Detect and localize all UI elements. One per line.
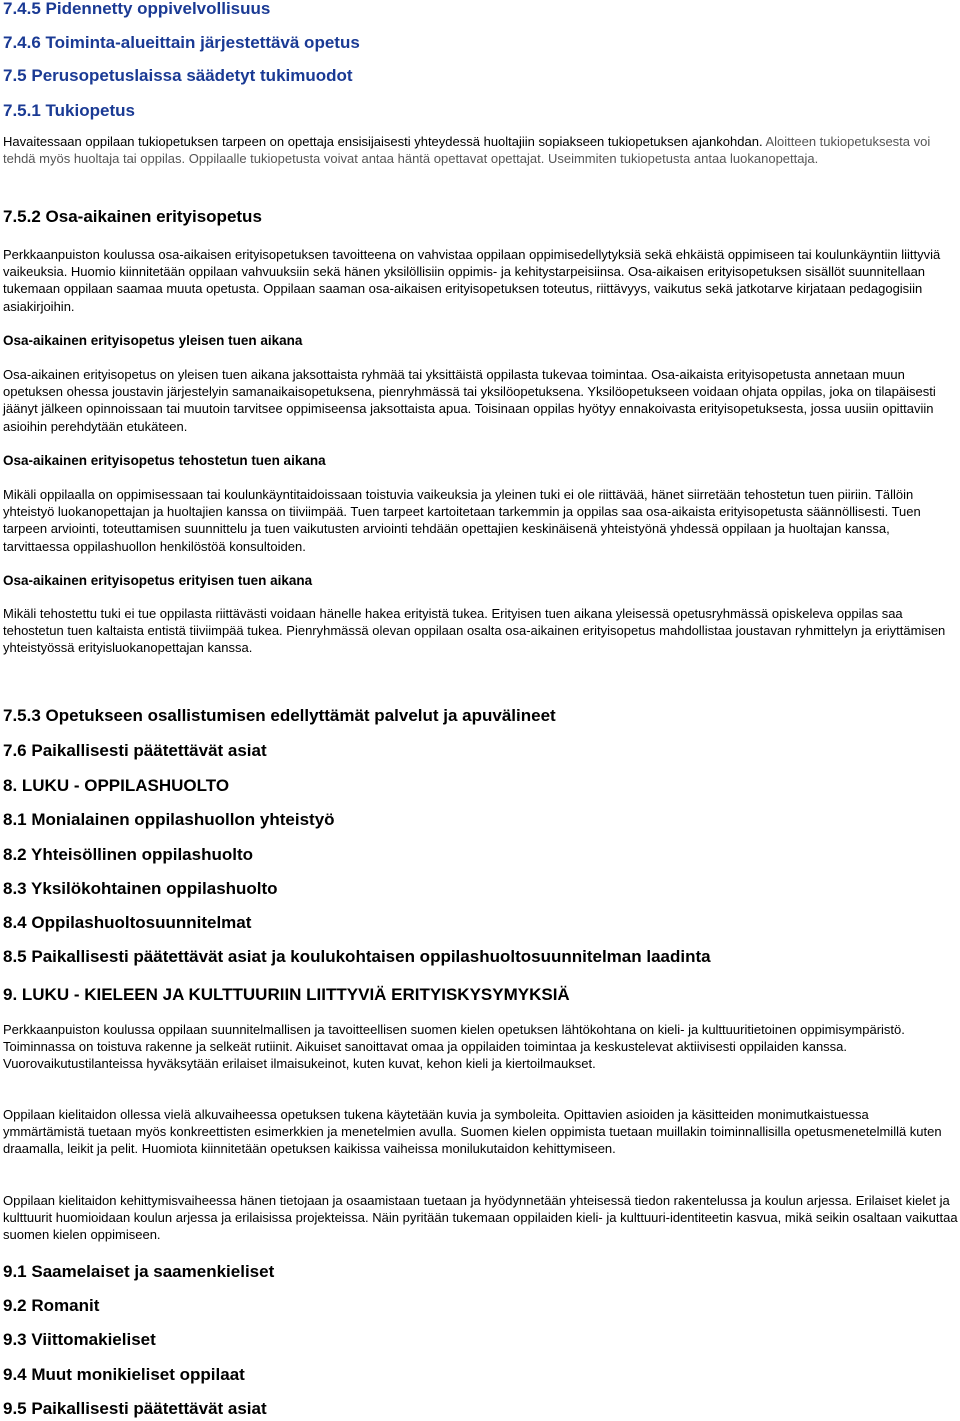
subheading-tehostettu-tuki: Osa-aikainen erityisopetus tehostetun tuen aikana bbox=[3, 453, 326, 468]
heading-7-5-1: 7.5.1 Tukiopetus bbox=[3, 101, 135, 120]
heading-7-6: 7.6 Paikallisesti päätettävät asiat bbox=[3, 741, 267, 760]
paragraph-tukiopetus-sentence-2: Aloitteen tukiopetuksesta voi tehdä myös huoltaja tai oppilas. bbox=[3, 134, 931, 167]
heading-9-3: 9.3 Viittomakieliset bbox=[3, 1330, 156, 1349]
paragraph-tukiopetus bbox=[3, 133, 953, 167]
heading-9-5: 9.5 Paikallisesti päätettävät asiat bbox=[3, 1399, 267, 1418]
heading-9-2: 9.2 Romanit bbox=[3, 1296, 100, 1315]
subheading-erityinen-tuki: Osa-aikainen erityisopetus erityisen tuen aikana bbox=[3, 573, 313, 588]
heading-8-2: 8.2 Yhteisöllinen oppilashuolto bbox=[3, 845, 253, 864]
heading-8-3: 8.3 Yksilökohtainen oppilashuolto bbox=[3, 879, 278, 898]
heading-8: 8. LUKU - OPPILASHUOLTO bbox=[3, 776, 230, 795]
heading-7-5-2: 7.5.2 Osa-aikainen erityisopetus bbox=[3, 207, 262, 226]
heading-8-4: 8.4 Oppilashuoltosuunnitelmat bbox=[3, 913, 252, 932]
paragraph-yleinen-tuki: Osa-aikainen erityisopetus on yleisen tuen aikana jaksottaista ryhmää tai yksittäistä oppilasta tukevaa toimintaa. Osa-aikaista erityisopetusta annetaan muun opetuksen ohessa joustavin järjestelyin samanaikaisopetuksena, pienryhmässä tai yksilöopetuksena. Yksilöopetukseen voidaan ohjata oppilas, joka on tilapäisesti jäänyt jälkeen opinnoissaan tai muutoin tarvitsee oppimiseensa jaksottaista apua. Toisinaan oppilas hyötyy ennakoivasta erityisopetuksesta, jossa uusiin opittaviin asioihin perehdytään etukäteen. bbox=[3, 367, 936, 434]
paragraph-kieli-2: Oppilaan kielitaidon ollessa vielä alkuvaiheessa opetuksen tukena käytetään kuvia ja symboleita. Opittavien asioiden ja käsitteiden monimutkaistuessa ymmärtämistä tuetaan myös konkreettisten esimerkkien ja menetelmien avulla. Suomen kielen oppimista tuetaan muillakin toiminnallisilla opetusmenetelmillä kuten draamalla, leikit ja pelit. Huomiota kiinnitetään opetuksen kaikissa vaiheissa monilukutaidon kehittymiseen. bbox=[3, 1107, 942, 1157]
paragraph-kieli-1: Perkkaanpuiston koulussa oppilaan suunnitelmallisen ja tavoitteellisen suomen kielen opetuksen lähtökohtana on kieli- ja kulttuuritietoinen oppimisympäristö. Toiminnassa on toistuva rakenne ja selkeät rutiinit. Aikuiset sanoittavat omaa ja oppilaiden toimintaa ja keskustelevat aktiivisesti oppilaiden kanssa. Vuorovaikutustilanteissa hyväksytään erilaiset ilmaisukeinot, kuten kuvat, kehon kieli ja kiertoilmaukset. bbox=[3, 1022, 905, 1072]
heading-8-5: 8.5 Paikallisesti päätettävät asiat ja koulukohtaisen oppilashuoltosuunnitelman laadinta bbox=[3, 947, 711, 966]
heading-7-5: 7.5 Perusopetuslaissa säädetyt tukimuodot bbox=[3, 66, 353, 85]
paragraph-tukiopetus-sentence-1: Havaitessaan oppilaan tukiopetuksen tarpeen on opettaja ensisijaisesti yhteydessä huoltajiin sopiakseen tukiopetuksen ajankohdan. bbox=[3, 134, 763, 149]
paragraph-tehostettu-tuki: Mikäli oppilaalla on oppimisessaan tai koulunkäyntitaidoissaan toistuvia vaikeuksia ja yleinen tuki ei ole riittävää, hänet siirretään tehostetun tuen piiriin. Tällöin yhteistyö luokanopettajan ja huoltajien kanssa on tiiviimpää. Tuen tarpeet kartoitetaan tarkemmin ja oppilas saa osa-aikaista erityisopetusta säännöllisesti. Tuen tarpeen arviointi, toteuttamisen suunnittelu ja tuen vaikutusten arviointi tehdään opettajien keskinäisenä yhteistyönä yhdessä oppilaan ja huoltajan kanssa, tarvittaessa oppilashuollon henkilöstöä konsultoiden. bbox=[3, 487, 921, 554]
paragraph-tukiopetus-sentence-3: Oppilaalle tukiopetusta voivat antaa häntä opettavat opettajat. Useimmiten tukiopetusta antaa luokanopettaja. bbox=[188, 151, 819, 167]
heading-7-5-3: 7.5.3 Opetukseen osallistumisen edellyttämät palvelut ja apuvälineet bbox=[3, 706, 556, 725]
heading-9-4: 9.4 Muut monikieliset oppilaat bbox=[3, 1365, 245, 1384]
paragraph-erityinen-tuki: Mikäli tehostettu tuki ei tue oppilasta riittävästi voidaan hänelle hakea erityistä tukea. Erityisen tuen aikana yleisessä opetusryhmässä opiskeleva oppilas saa tehostetun tuen kaltaista entistä tiiviimpää tukea. Pienryhmässä olevan oppilaan osalta osa-aikainen erityisopetus mahdollistaa joustavan ryhmittelyn ja eriyttämisen yhteistyössä erityisluokanopettajan kanssa. bbox=[3, 606, 946, 656]
paragraph-kieli-3: Oppilaan kielitaidon kehittymisvaiheessa hänen tietojaan ja osaamistaan tuetaan ja hyödynnetään yhteisessä tiedon rakentelussa ja koulun arjessa. Erilaiset kielet ja kulttuurit huomioidaan koulun arjessa ja erilaisissa projekteissa. Näin pyritään tukemaan oppilaiden kieli- ja kulttuuri-identiteetin kasvua, mikä seikin osaltaan vaikuttaa suomen kielen oppimiseen. bbox=[3, 1193, 958, 1243]
heading-9: 9. LUKU - KIELEEN JA KULTTUURIIN LIITTYVIÄ ERITYISKYSYMYKSIÄ bbox=[3, 985, 570, 1004]
heading-8-1: 8.1 Monialainen oppilashuollon yhteistyö bbox=[3, 810, 335, 829]
heading-9-1: 9.1 Saamelaiset ja saamenkieliset bbox=[3, 1262, 275, 1281]
heading-7-4-6: 7.4.6 Toiminta-alueittain järjestettävä opetus bbox=[3, 33, 360, 52]
subheading-yleinen-tuki: Osa-aikainen erityisopetus yleisen tuen aikana bbox=[3, 333, 303, 348]
paragraph-osa-aikainen: Perkkaanpuiston koulussa osa-aikaisen erityisopetuksen tavoitteena on vahvistaa oppilaan oppimisedellytyksiä sekä ehkäistä oppimiseen tai koulunkäyntiin liittyviä vaikeuksia. Huomio kiinnitetään oppilaan vahvuuksiin sekä hänen yksilöllisiin oppimis- ja kehitystarpeisiinsa. Osa-aikaisen erityisopetuksen sisällöt suunnitellaan tukemaan oppilaan saamaa muuta opetusta. Oppilaan saaman osa-aikaisen erityisopetuksen toteutus, riittävyys, vaikutus sekä jatkotarve kirjataan pedagogisiin asiakirjoihin. bbox=[3, 247, 941, 314]
heading-7-4-5: 7.4.5 Pidennetty oppivelvollisuus bbox=[3, 0, 271, 18]
